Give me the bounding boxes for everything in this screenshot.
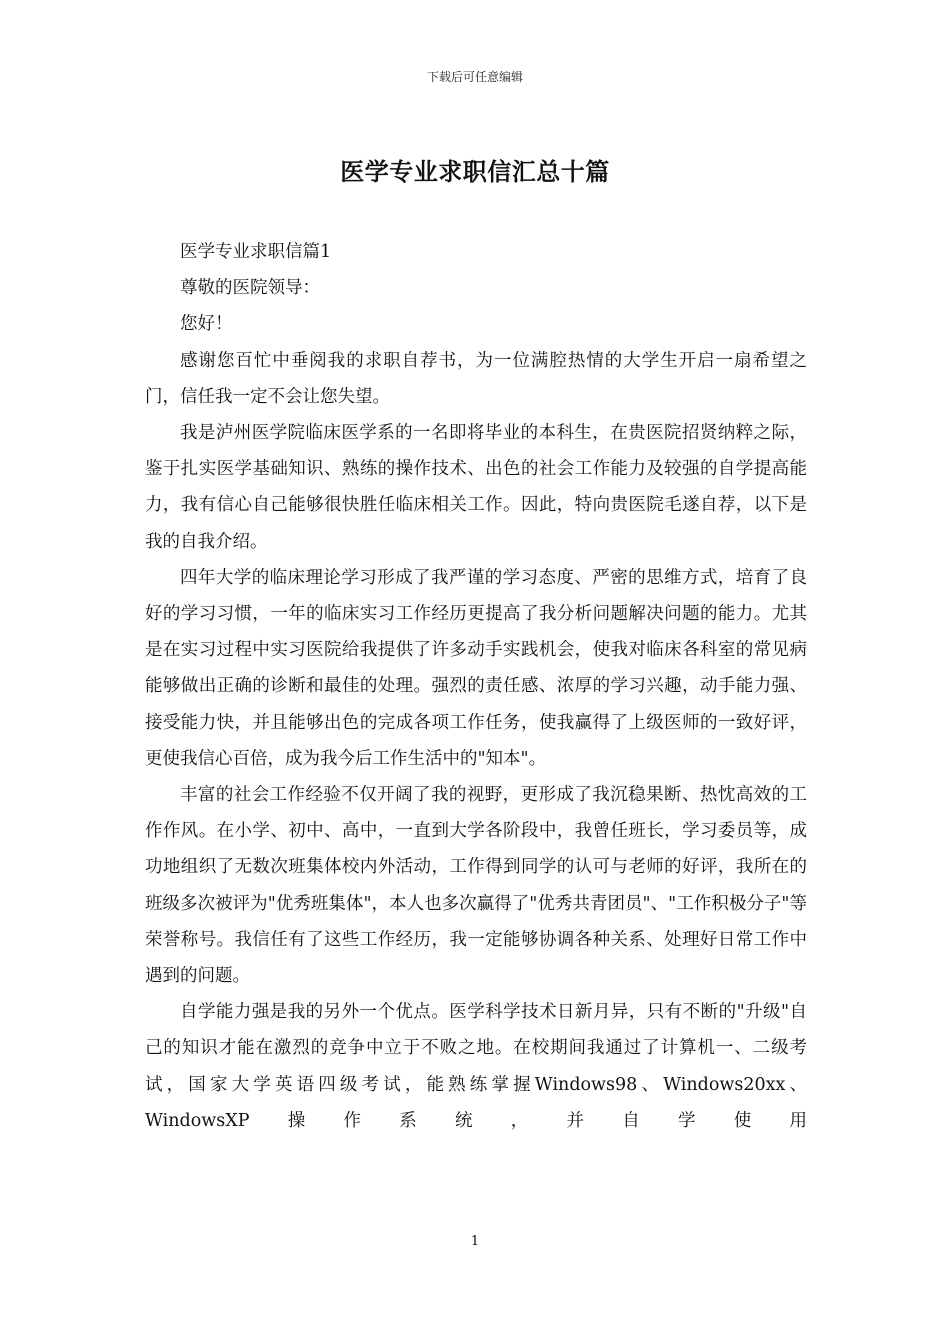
salutation: 尊敬的医院领导： bbox=[180, 278, 320, 299]
page-number: 1 bbox=[470, 1234, 480, 1249]
paragraph-introduction: 我是泸州医学院临床医学系的一名即将毕业的本科生，在贵医院招贤纳粹之际，鉴于扎实医学基础知识、熟练的操作技术、出色的社会工作能力及较强的自学提高能力，我有信心自己能够很快胜任临床相关工作。因此，特向贵医院毛遂自荐，以下是我的自我介绍。 bbox=[145, 423, 807, 552]
paragraph-clinical-study: 四年大学的临床理论学习形成了我严谨的学习态度、严密的思维方式，培育了良好的学习习惯，一年的临床实习工作经历更提高了我分析问题解决问题的能力。尤其是在实习过程中实习医院给我提供了许多动手实践机会，使我对临床各科室的常见病能够做出正确的诊断和最佳的处理。强烈的责任感、浓厚的学习兴趣，动手能力强、接受能力快，并且能够出色的完成各项工作任务，使我赢得了上级医师的一致好评，更使我信心百倍，成为我今后工作生活中的"知本"。 bbox=[145, 567, 807, 769]
document-title: 医学专业求职信汇总十篇 bbox=[340, 157, 610, 186]
greeting: 您好！ bbox=[180, 314, 233, 335]
document-body bbox=[145, 234, 807, 1139]
section-heading: 医学专业求职信篇1 bbox=[180, 242, 332, 262]
paragraph-social-work: 丰富的社会工作经验不仅开阔了我的视野，更形成了我沉稳果断、热忱高效的工作作风。在小学、初中、高中，一直到大学各阶段中，我曾任班长，学习委员等，成功地组织了无数次班集体校内外活动，工作得到同学的认可与老师的好评，我所在的班级多次被评为"优秀班集体"，本人也多次赢得了"优秀共青团员"、"工作积极分子"等荣誉称号。我信任有了这些工作经历，我一定能够协调各种关系、处理好日常工作中遇到的问题。 bbox=[145, 785, 807, 987]
paragraph-self-learning: 自学能力强是我的另外一个优点。医学科学技术日新月异，只有不断的"升级"自己的知识才能在激烈的竞争中立于不败之地。在校期间我通过了计算机一、二级考试，国家大学英语四级考试，能熟练掌握Windows98、Windows20xx、WindowsXP操作系统，并自学使用 bbox=[145, 1002, 807, 1131]
paragraph-thanks: 感谢您百忙中垂阅我的求职自荐书，为一位满腔热情的大学生开启一扇希望之门，信任我一定不会让您失望。 bbox=[145, 350, 807, 407]
header-note: 下载后可任意编辑 bbox=[426, 70, 523, 84]
